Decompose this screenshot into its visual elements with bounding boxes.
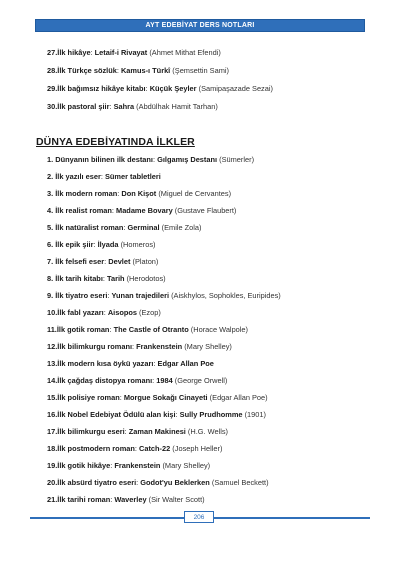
list-item: 10.İlk fabl yazarı: Aisopos (Ezop) [47,308,161,317]
item-number: 12. [47,342,58,351]
item-number: 5. [47,223,54,232]
item-number: 4. [47,206,54,215]
item-number: 8. [47,274,54,283]
item-label: İlk gotik roman [56,325,110,334]
item-label: İlk tarihi roman [57,495,111,504]
list-item: 2. İlk yazılı eser: Sümer tabletleri [47,172,161,181]
item-label: İlk epik şiir [55,240,94,249]
item-author: (Horace Walpole) [190,325,249,334]
item-author: (H.G. Wells) [187,427,229,436]
list-item: 16.İlk Nobel Edebiyat Ödülü alan kişi: Sully Prudhomme (1901) [47,410,266,419]
list-item: 18.İlk postmodern roman: Catch-22 (Joseph Heller) [47,444,223,453]
item-author: (Joseph Heller) [172,444,223,453]
item-author: (Gustave Flaubert) [174,206,237,215]
item-author: (Herodotos) [126,274,166,283]
list-item: 30.İlk pastoral şiir: Sahra (Abdülhak Hamit Tarhan) [47,102,218,111]
item-value: Sully Prudhomme [179,410,243,419]
page-number-box [184,511,214,523]
item-value: Don Kişot [121,189,157,198]
item-value: Yunan trajedileri [111,291,170,300]
list-item: 15.İlk polisiye roman: Morgue Sokağı Cinayeti (Edgar Allan Poe) [47,393,268,402]
item-author: (Samuel Beckett) [211,478,269,487]
item-label: İlk absürd tiyatro eseri [57,478,137,487]
list-item: 13.İlk modern kısa öykü yazarı: Edgar Allan Poe [47,359,214,368]
item-author: (1901) [244,410,266,419]
item-number: 7. [47,257,54,266]
item-value: Frankenstein [136,342,183,351]
item-value: Kamus-ı Türkî [120,66,171,75]
item-value: 1984 [156,376,173,385]
list-item: 21.İlk tarihi roman: Waverley (Sir Walter Scott) [47,495,205,504]
item-author: (Samipaşazade Sezai) [198,84,273,93]
item-value: Letaif-i Rivayat [94,48,148,57]
item-label: İlk fabl yazarı [57,308,104,317]
item-label: İlk bağımsız hikâye kitabı [57,84,146,93]
item-label: İlk bilimkurgu eseri [57,427,125,436]
list-item: 14.İlk çağdaş distopya romanı: 1984 (George Orwell) [47,376,228,385]
page-number: 206 [193,513,205,521]
item-author: (Abdülhak Hamit Tarhan) [136,102,218,111]
item-value: Sahra [113,102,135,111]
item-author: (Mary Shelley) [162,461,211,470]
item-value: Devlet [108,257,131,266]
section-title: DÜNYA EDEBİYATINDA İLKLER [36,136,195,148]
item-label: İlk modern roman [55,189,118,198]
item-number: 20. [47,478,58,487]
item-number: 28. [47,66,58,75]
item-author: (Homeros) [120,240,156,249]
item-number: 27. [47,48,58,57]
item-label: İlk Türkçe sözlük [57,66,117,75]
list-item: 4. İlk realist roman: Madame Bovary (Gustave Flaubert) [47,206,237,215]
item-value: Godot'yu Beklerken [140,478,210,487]
item-value: The Castle of Otranto [113,325,189,334]
item-number: 3. [47,189,54,198]
item-label: İlk hikâye [57,48,91,57]
item-author: (Emile Zola) [161,223,202,232]
item-number: 19. [47,461,58,470]
item-label: İlk felsefi eser [55,257,105,266]
item-label: İlk natüralist roman [55,223,124,232]
item-number: 6. [47,240,54,249]
item-author: (Mary Shelley) [184,342,232,351]
item-author: (Ezop) [139,308,161,317]
item-author: (Aiskhylos, Sophokles, Euripides) [171,291,281,300]
item-label: İlk realist roman [55,206,112,215]
item-label: İlk polisiye roman [57,393,120,402]
list-item: 20.İlk absürd tiyatro eseri: Godot'yu Beklerken (Samuel Beckett) [47,478,269,487]
item-author: (Ahmet Mithat Efendi) [149,48,221,57]
item-author: (Şemsettin Sami) [172,66,229,75]
item-value: Sümer tabletleri [104,172,161,181]
item-value: İlyada [97,240,119,249]
item-number: 1. [47,155,54,164]
item-label: İlk gotik hikâye [57,461,111,470]
list-item: 29.İlk bağımsız hikâye kitabı: Küçük Şeyler (Samipaşazade Sezai) [47,84,273,93]
item-number: 10. [47,308,58,317]
list-item: 3. İlk modern roman: Don Kişot (Miguel de Cervantes) [47,189,232,198]
item-value: Tarih [107,274,125,283]
item-number: 17. [47,427,58,436]
item-value: Küçük Şeyler [149,84,197,93]
list-item: 12.İlk bilimkurgu romanı: Frankenstein (Mary Shelley) [47,342,232,351]
item-value: Edgar Allan Poe [157,359,214,368]
item-value: Morgue Sokağı Cinayeti [123,393,208,402]
item-number: 14. [47,376,58,385]
item-author: (Sümerler) [219,155,255,164]
item-label: İlk yazılı eser [55,172,101,181]
item-value: Zaman Makinesi [128,427,186,436]
item-label: İlk modern kısa öykü yazarı [57,359,154,368]
item-number: 18. [47,444,58,453]
item-number: 11. [47,325,57,334]
list-item: 17.İlk bilimkurgu eseri: Zaman Makinesi (H.G. Wells) [47,427,229,436]
list-item: 28.İlk Türkçe sözlük: Kamus-ı Türkî (Şemsettin Sami) [47,66,229,75]
item-value: Catch-22 [139,444,171,453]
item-label: Dünyanın bilinen ilk destanı [55,155,153,164]
item-number: 15. [47,393,58,402]
item-number: 30. [47,102,58,111]
item-number: 2. [47,172,54,181]
item-author: (Miguel de Cervantes) [158,189,232,198]
item-label: İlk bilimkurgu romanı [57,342,133,351]
list-item: 9. İlk tiyatro eseri: Yunan trajedileri (Aiskhylos, Sophokles, Euripides) [47,291,281,300]
list-item: 11.İlk gotik roman: The Castle of Otranto (Horace Walpole) [47,325,249,334]
item-value: Frankenstein [114,461,161,470]
item-author: (George Orwell) [174,376,228,385]
item-value: Waverley [114,495,147,504]
item-value: Aisopos [107,308,137,317]
list-item: 8. İlk tarih kitabı: Tarih (Herodotos) [47,274,166,283]
item-number: 9. [47,291,54,300]
item-number: 21. [47,495,58,504]
list-item: 5. İlk natüralist roman: Germinal (Emile Zola) [47,223,202,232]
list-item: 6. İlk epik şiir: İlyada (Homeros) [47,240,156,249]
item-label: İlk tiyatro eseri [55,291,108,300]
list-item: 7. İlk felsefi eser: Devlet (Platon) [47,257,159,266]
list-item: 27.İlk hikâye: Letaif-i Rivayat (Ahmet Mithat Efendi) [47,48,221,57]
item-value: Madame Bovary [116,206,173,215]
item-number: 16. [47,410,58,419]
item-label: İlk çağdaş distopya romanı [57,376,153,385]
item-author: (Sir Walter Scott) [148,495,205,504]
item-value: Gılgamış Destanı [157,155,218,164]
item-label: İlk Nobel Edebiyat Ödülü alan kişi [57,410,176,419]
item-label: İlk postmodern roman [57,444,135,453]
item-value: Germinal [127,223,160,232]
header-title: AYT EDEBİYAT DERS NOTLARI [145,22,255,29]
item-label: İlk pastoral şiir [57,102,110,111]
item-number: 29. [47,84,58,93]
item-number: 13. [47,359,58,368]
list-item: 1. Dünyanın bilinen ilk destanı: Gılgamış Destanı (Sümerler) [47,155,255,164]
item-author: (Edgar Allan Poe) [209,393,268,402]
header-bar [35,19,365,32]
list-item: 19.İlk gotik hikâye: Frankenstein (Mary Shelley) [47,461,211,470]
item-label: İlk tarih kitabı [55,274,103,283]
item-author: (Platon) [132,257,159,266]
